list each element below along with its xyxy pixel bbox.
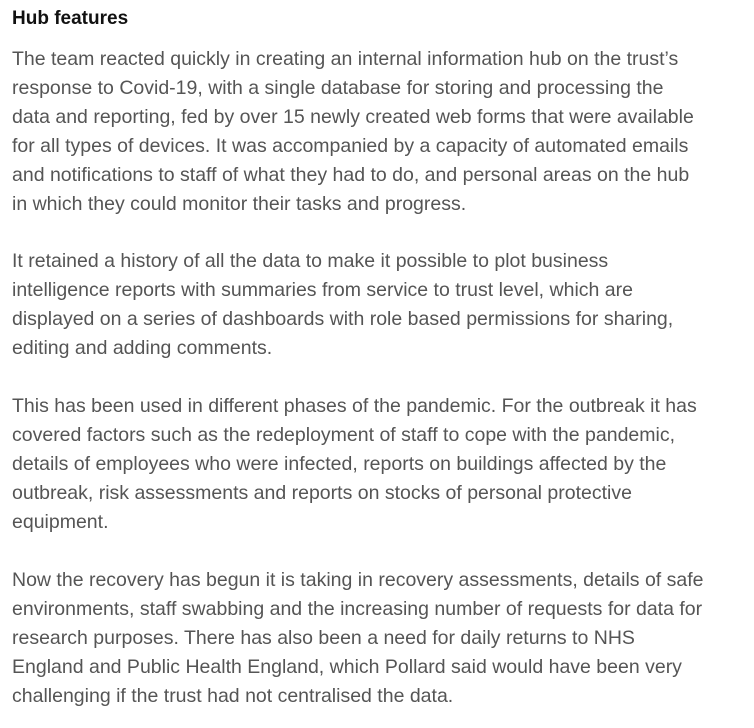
text-line: This has been used in different phases of the pandemic. For the outbreak it has [12, 395, 697, 417]
text-line: for all types of devices. It was accompanied by a capacity of automated emails [12, 135, 689, 157]
text-line: The team reacted quickly in creating an internal information hub on the trust’s [12, 48, 679, 70]
text-line: displayed on a series of dashboards with role based permissions for sharing, [12, 308, 674, 330]
text-line: research purposes. There has also been a need for daily returns to NHS [12, 627, 635, 649]
text-line: details of employees who were infected, reports on buildings affected by the [12, 453, 667, 475]
text-line: challenging if the trust had not centralised the data. [12, 685, 454, 707]
text-line: in which they could monitor their tasks and progress. [12, 193, 467, 215]
text-line: covered factors such as the redeployment of staff to cope with the pandemic, [12, 424, 676, 446]
text-line: intelligence reports with summaries from service to trust level, which are [12, 279, 633, 301]
text-line: It retained a history of all the data to make it possible to plot business [12, 250, 609, 272]
text-line: response to Covid-19, with a single database for storing and processing the [12, 77, 664, 99]
section-heading: Hub features [12, 8, 129, 29]
paragraph-3 [12, 392, 697, 537]
text-line: data and reporting, fed by over 15 newly created web forms that were available [12, 106, 694, 128]
article-body [12, 0, 754, 707]
text-line: and notifications to staff of what they had to do, and personal areas on the hub [12, 164, 690, 186]
text-line: outbreak, risk assessments and reports on stocks of personal protective [12, 482, 632, 504]
paragraph-1 [12, 45, 694, 219]
text-line: Now the recovery has begun it is taking in recovery assessments, details of safe [12, 569, 704, 591]
text-line: equipment. [12, 511, 109, 533]
paragraph-2 [12, 247, 673, 363]
text-line: editing and adding comments. [12, 337, 273, 359]
text-line: environments, staff swabbing and the increasing number of requests for data for [12, 598, 703, 620]
paragraph-4 [12, 566, 704, 711]
text-line: England and Public Health England, which Pollard said would have been very [12, 656, 682, 678]
